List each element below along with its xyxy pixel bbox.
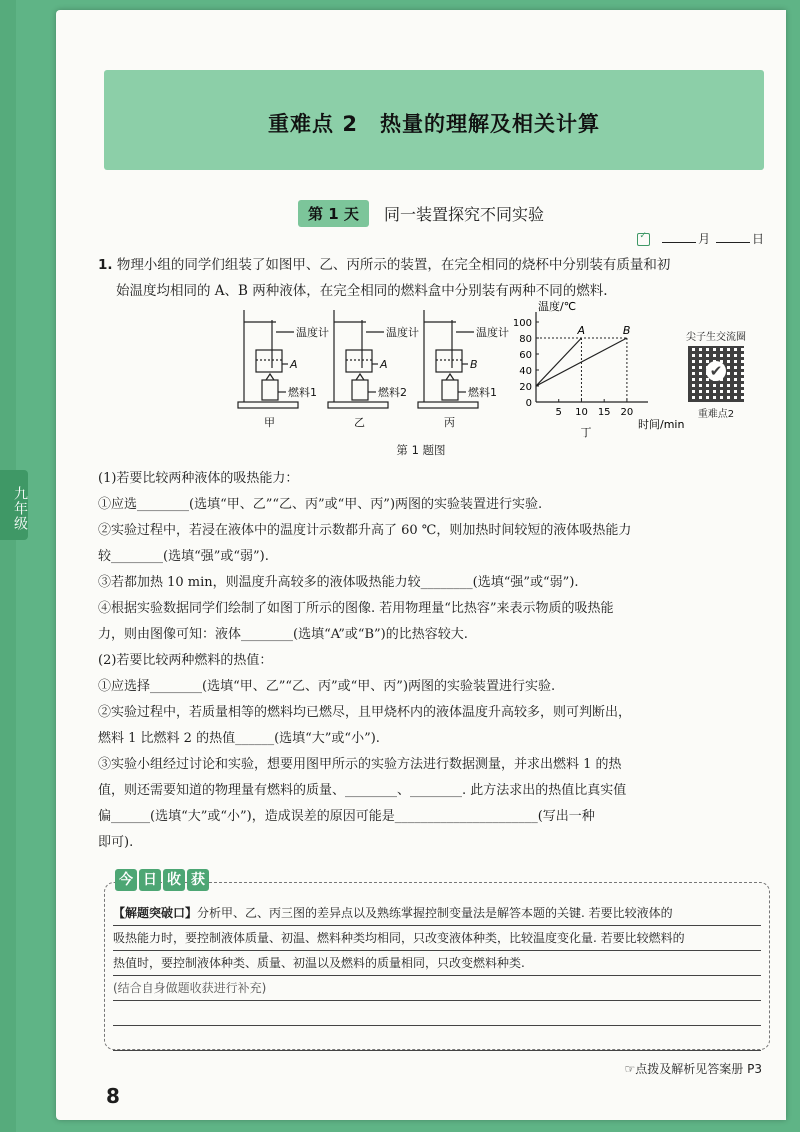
harvest-tag-char: 收 [163, 869, 185, 891]
header-band [104, 70, 764, 170]
harvest-tag-char: 获 [187, 869, 209, 891]
harvest-blank-line[interactable] [113, 1001, 761, 1026]
qr-subtitle: 重难点2 [697, 409, 735, 420]
part-line: 即可). [98, 835, 134, 850]
y-tick-label: 80 [519, 334, 532, 345]
day-badge: 第 1 天 [298, 200, 369, 227]
part-line: ②实验过程中，若浸在液体中的温度计示数都升高了 60 ℃，则加热时间较短的液体吸热能力 [98, 523, 632, 538]
harvest-line: 热值时，要控制液体种类、质量、初温以及燃料的质量相同，只改变燃料种类. [113, 951, 761, 976]
part-line: (1)若要比较两种液体的吸热能力： [98, 471, 299, 486]
qr-block [676, 328, 756, 420]
label-thermometer-jia: 温度计 [296, 326, 329, 339]
harvest-line: 吸热能力时，要控制液体质量、初温、燃料种类均相同，只改变液体种类，比较温度变化量. 若要比较燃料的 [113, 926, 761, 951]
x-tick-label: 20 [620, 407, 634, 418]
day-title: 同一装置探究不同实验 [383, 205, 544, 224]
fuel-box-bing [442, 380, 458, 400]
daily-harvest-box [104, 872, 770, 1050]
harvest-label: 【解题突破口】 [113, 906, 198, 920]
x-axis-label: 时间/min [638, 418, 685, 431]
graph-ding [513, 299, 685, 439]
label-thermometer-bing: 温度计 [476, 326, 509, 339]
part-line: ②实验过程中，若质量相等的燃料均已燃尽，且甲烧杯内的液体温度升高较多，则可判断出， [98, 705, 632, 720]
label-liquid-a-jia: A [290, 358, 298, 371]
harvest-note[interactable]: (结合自身做题收获进行补充) [113, 976, 761, 1001]
x-tick-label: 10 [575, 407, 588, 418]
beaker-yi [346, 350, 372, 372]
part-line: ①应选择________(选填“甲、乙”“乙、丙”或“甲、丙”)两图的实验装置进行实验. [98, 679, 556, 694]
month-label: 月 [698, 232, 711, 246]
y-tick-label: 0 [525, 398, 532, 409]
check-icon: ✔ [706, 361, 726, 381]
fuel-box-jia [262, 380, 278, 400]
month-blank [662, 242, 696, 243]
y-tick-label: 40 [519, 366, 532, 377]
stand-base-jia [238, 402, 298, 408]
part-line: 较________(选填“强”或“弱”). [98, 549, 269, 564]
x-tick-label: 5 [555, 407, 562, 418]
beaker-bing [436, 350, 462, 372]
y-tick-label: 100 [512, 318, 532, 329]
part-line: ①应选________(选填“甲、乙”“乙、丙”或“甲、丙”)两图的实验装置进行实验. [98, 497, 543, 512]
day-label: 日 [751, 232, 764, 246]
part-line: (2)若要比较两种燃料的热值： [98, 653, 273, 668]
label-thermometer-yi: 温度计 [386, 326, 419, 339]
series-label-A: A [577, 324, 585, 337]
part-line: 偏______(选填“大”或“小”)，造成误差的原因可能是______________________(写出一种 [98, 809, 595, 824]
harvest-tag-char: 今 [115, 869, 137, 891]
day-blank [716, 242, 750, 243]
figure-caption: 第 1 题图 [396, 443, 446, 457]
answer-reference: ☞点拨及解析见答案册 P3 [624, 1062, 762, 1076]
page-binding [0, 0, 16, 1132]
part-line: ③若都加热 10 min，则温度升高较多的液体吸热能力较________(选填“强”或“弱”). [98, 575, 579, 590]
y-axis-label: 温度/℃ [538, 300, 577, 313]
label-fuel1-jia: 燃料1 [288, 386, 317, 399]
qr-title: 尖子生交流圈 [686, 332, 746, 343]
label-fuel2-yi: 燃料2 [378, 386, 407, 399]
series-line-A [536, 338, 581, 386]
label-bing: 丙 [444, 416, 455, 429]
paper-sheet [56, 10, 786, 1120]
question-parts [98, 466, 758, 856]
label-liquid-a-yi: A [380, 358, 388, 371]
series-label-B: B [622, 324, 631, 337]
harvest-blank-line[interactable] [113, 1026, 761, 1051]
y-tick-label: 20 [519, 382, 532, 393]
page [42, 0, 800, 1132]
fuel-box-yi [352, 380, 368, 400]
part-line: 力，则由图像可知：液体________(选填“A”或“B”)的比热容较大. [98, 627, 468, 642]
part-line: ③实验小组经过讨论和实验，想要用图甲所示的实验方法进行数据测量，并求出燃料 1 的热 [98, 757, 622, 772]
label-jia: 甲 [264, 416, 275, 429]
page-title: 重难点 2 热量的理解及相关计算 [268, 112, 600, 136]
x-tick-label: 15 [597, 407, 611, 418]
harvest-body [113, 901, 761, 1051]
harvest-line: 【解题突破口】分析甲、乙、丙三图的差异点以及熟练掌握控制变量法是解答本题的关键. 若要比较液体的 [113, 901, 761, 926]
beaker-jia [256, 350, 282, 372]
date-line [637, 230, 764, 247]
y-tick-label: 60 [519, 350, 532, 361]
label-yi: 乙 [354, 416, 365, 429]
grade-side-tab: 九年级 [0, 470, 28, 540]
label-ding: 丁 [580, 426, 592, 439]
day-heading [56, 200, 786, 227]
part-line: ④根据实验数据同学们绘制了如图丁所示的图像. 若用物理量“比热容”来表示物质的吸热能 [98, 601, 614, 616]
harvest-tag [115, 869, 211, 891]
page-number: 8 [106, 1084, 120, 1108]
calendar-icon [637, 233, 650, 246]
question-stem [98, 252, 758, 304]
label-liquid-b-bing: B [470, 358, 478, 371]
part-line: 值，则还需要知道的物理量有燃料的质量、________、________. 此方法求出的热值比真实值 [98, 783, 627, 798]
qr-code[interactable] [688, 346, 744, 402]
label-fuel1-bing: 燃料1 [468, 386, 497, 399]
question-number: 1. [98, 257, 113, 273]
stem-line-2: 始温度均相同的 A、B 两种液体，在完全相同的燃料盒中分别装有两种不同的燃料. [116, 283, 608, 299]
harvest-tag-char: 日 [139, 869, 161, 891]
stem-line-1: 1. 物理小组的同学们组装了如图甲、乙、丙所示的装置，在完全相同的烧杯中分别装有质量和初 [98, 257, 671, 273]
part-line: 燃料 1 比燃料 2 的热值______(选填“大”或“小”). [98, 731, 380, 746]
